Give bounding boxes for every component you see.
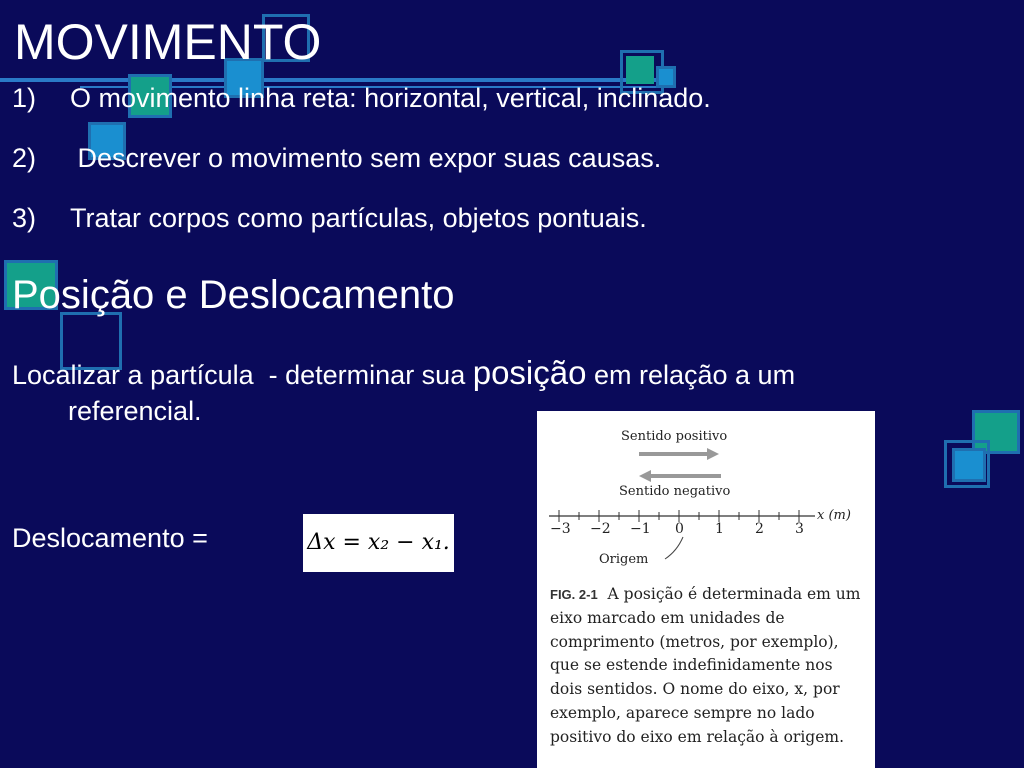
paragraph-emphasis: posição <box>472 354 587 391</box>
paragraph-text: Localizar a partícula - determinar sua <box>12 360 473 390</box>
negative-direction-label: Sentido negativo <box>619 484 731 499</box>
list-item <box>12 82 711 114</box>
axis-tick-label: 0 <box>675 521 684 537</box>
axis-tick-label: 2 <box>755 521 764 537</box>
positive-arrow <box>639 448 719 460</box>
list-item-number: 2) <box>12 143 37 173</box>
figure-number: FIG. 2-1 <box>550 587 598 602</box>
origin-pointer <box>665 537 683 559</box>
list-item-number: 3) <box>12 203 37 233</box>
list-item-text: Descrever o movimento sem expor suas causas. <box>70 143 662 173</box>
negative-arrow <box>639 470 721 482</box>
decor-square <box>626 56 654 84</box>
positive-direction-label: Sentido positivo <box>621 429 728 444</box>
decor-square <box>952 448 986 482</box>
axis-figure <box>537 411 875 768</box>
figure-caption <box>550 583 868 750</box>
list-item-text: O movimento linha reta: horizontal, vertical, inclinado. <box>70 83 711 113</box>
axis-tick-label: −1 <box>630 521 651 537</box>
slide-title: MOVIMENTO <box>14 14 322 70</box>
list-item <box>12 202 647 234</box>
figure-caption-text: A posição é determinada em um eixo marcado em unidades de comprimento (metros, por exemplo), que se estende indefinidamente nos dois sentidos. O nome do eixo, x, por exemplo, aparece sempre no lado positivo do eixo em relação à origem. <box>550 585 861 746</box>
axis-tick-label: 3 <box>795 521 804 537</box>
displacement-formula: Δx = x₂ − x₁. <box>303 514 454 572</box>
paragraph-text: em relação a um <box>586 360 796 390</box>
paragraph-text: referencial. <box>68 396 202 426</box>
axis-name: x (m) <box>817 508 851 523</box>
axis-diagram <box>537 411 875 571</box>
list-item-text: Tratar corpos como partículas, objetos pontuais. <box>70 203 647 233</box>
axis-tick-label: −3 <box>550 521 571 537</box>
list-item-number: 1) <box>12 83 37 113</box>
displacement-label: Deslocamento = <box>12 523 208 553</box>
section-subtitle: Posição e Deslocamento <box>12 273 455 317</box>
axis-tick-label: 1 <box>715 521 724 537</box>
list-item <box>12 142 661 174</box>
axis-tick-label: −2 <box>590 521 611 537</box>
origin-label: Origem <box>599 552 649 567</box>
